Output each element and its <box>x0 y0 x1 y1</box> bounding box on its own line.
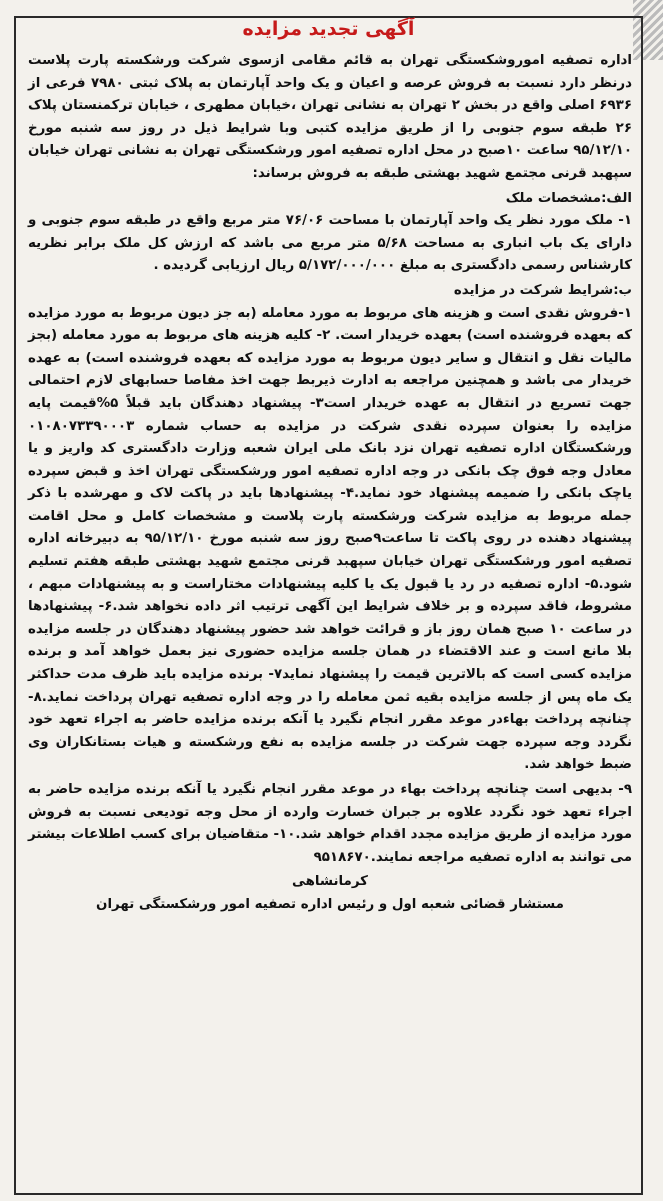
section-b-heading: ب:شرایط شرکت در مزایده <box>453 282 632 298</box>
items-9-10: ۹- بدیهی است چنانچه پرداخت بهاء در موعد مقرر انجام نگیرد یا آنکه برنده مزایده حاضر به اجراء تعهد خود نگردد علاوه بر جبران خسارت وارده از محل وجه تودیعی نسبت به فروش مورد مزایده از طریق مزایده مجدد اقدام خواهد شد.۱۰- متقاضیان برای کسب اطلاعات بیشتر می توانند به اداره تصفیه مراجعه نمایند.۹۵۱۸۶۷۰ <box>28 782 632 865</box>
section-a-heading: الف:مشخصات ملک <box>505 190 632 206</box>
signer-title: مستشار قضائی شعبه اول و رئیس اداره تصفیه امور ورشکستگی تهران <box>96 896 564 912</box>
section-b-text: ۱-فروش نقدی است و هزینه های مربوط به مورد معامله (به جز دیون مربوط به مورد مزایده که بعهده فروشنده است) بعهده خریدار است. ۲- کلیه هزینه های مربوط به مورد معامله (بجز مالیات نقل و انتقال و سایر دیون مربوط به مورد مزایده که بعهده فروشنده است) به عهده خریدار می باشد و همچنین مراجعه به ادارت ذیربط جهت اخذ مفاصا حسابهای لازم احتمالی جهت تسریع در انتقال به عهده خریدار است۳- پیشنهاد دهندگان باید قبلاً ۵%قیمت پایه مزایده را بعنوان سپرده نقدی شرکت در مزایده به حساب شماره ۰۱۰۸۰۷۳۳۹۰۰۰۳ ورشکستگان اداره تصفیه تهران نزد بانک ملی ایران شعبه وزارت دادگستری کد واریز و یا معادل وجه فوق چک بانکی در وجه اداره تصفیه امور ورشکستگی تهران اخذ و قبض سپرده یاچک بانکی را ضمیمه پیشنهاد خود نماید.۴- پیشنهادها باید در پاکت لاک و مهرشده با ذکر جمله مربوط به مزایده شرکت ورشکسته پارت پلاست و مشخصات کامل و محل اقامت پیشنهاد دهنده در روی پاکت تا ساعت۹صبح روز سه شنبه مورخ ۹۵/۱۲/۱۰ به دبیرخانه اداره تصفیه امور ورشکستگی تهران خیابان سپهبد قرنی مجتمع شهید بهشتی طبقه هفتم تسلیم شود.۵- اداره تصفیه در رد یا قبول یک یا کلیه پیشنهادات مختاراست و به پیشنهادات مبهم ، مشروط، فاقد سپرده و بر خلاف شرایط این آگهی ترتیب اثر داده نخواهد شد.۶- پیشنهادها در ساعت ۱۰ صبح همان روز باز و قرائت خواهد شد حضور پیشنهاد دهندگان در جلسه مزایده بلا مانع است و عند الاقتضاء در همان جلسه مزایده حضوری نیز بعمل خواهد آمد و برنده مزایده کسی است که بالاترین قیمت را پیشنهاد نماید۷- برنده مزایده باید ظرف مدت حداکثر یک ماه پس از جلسه مزایده بقیه ثمن معامله را در وجه اداره تصفیه تهران پرداخت نماید.۸- چنانچه پرداخت بهاءدر موعد مقرر انجام نگیرد یا آنکه برنده مزایده حاضر به اجراء تعهد خود نگردد وجه سپرده جهت شرکت در جلسه مزایده به نفع ورشکسته و هیات بستانکاران وی ضبط خواهد شد. <box>28 305 633 773</box>
section-a-text: ۱- ملک مورد نظر یک واحد آپارتمان با مساحت ۷۶/۰۶ متر مربع واقع در طبقه سوم جنوبی و دارای یک باب انباری به مساحت ۵/۶۸ متر مربع می باشد که ارزش کل ملک برابر نظریه کارشناس رسمی دادگستری به مبلغ ۵/۱۷۲/۰۰۰/۰۰۰ ریال ارزیابی گردیده . <box>28 213 632 274</box>
notice-title: آگهی تجدید مزایده <box>242 18 415 40</box>
signer-name: کرمانشاهی <box>292 874 368 890</box>
intro-paragraph: اداره تصفیه اموروشکستگی تهران به قائم مقامی ازسوی شرکت ورشکسته پارت پلاست درنظر دارد نسبت به فروش عرصه و اعیان و یک واحد آپارتمان به پلاک ثبتی ۷۹۸۰ فرعی از ۶۹۳۶ اصلی واقع در بخش ۲ تهران به نشانی تهران ،خیابان مطهری ، خیابان ترکمنستان پلاک ۲۶ طبقه سوم جنوبی را از طریق مزایده کتبی وبا شرایط ذیل در روز سه شنبه مورخ ۹۵/۱۲/۱۰ ساعت ۱۰صبح در محل اداره تصفیه امور ورشکستگی تهران به نشانی تهران خیابان سپهبد قرنی مجتمع شهید بهشتی طبقه به فروش برساند: <box>28 53 633 181</box>
notice-body <box>28 50 632 1190</box>
